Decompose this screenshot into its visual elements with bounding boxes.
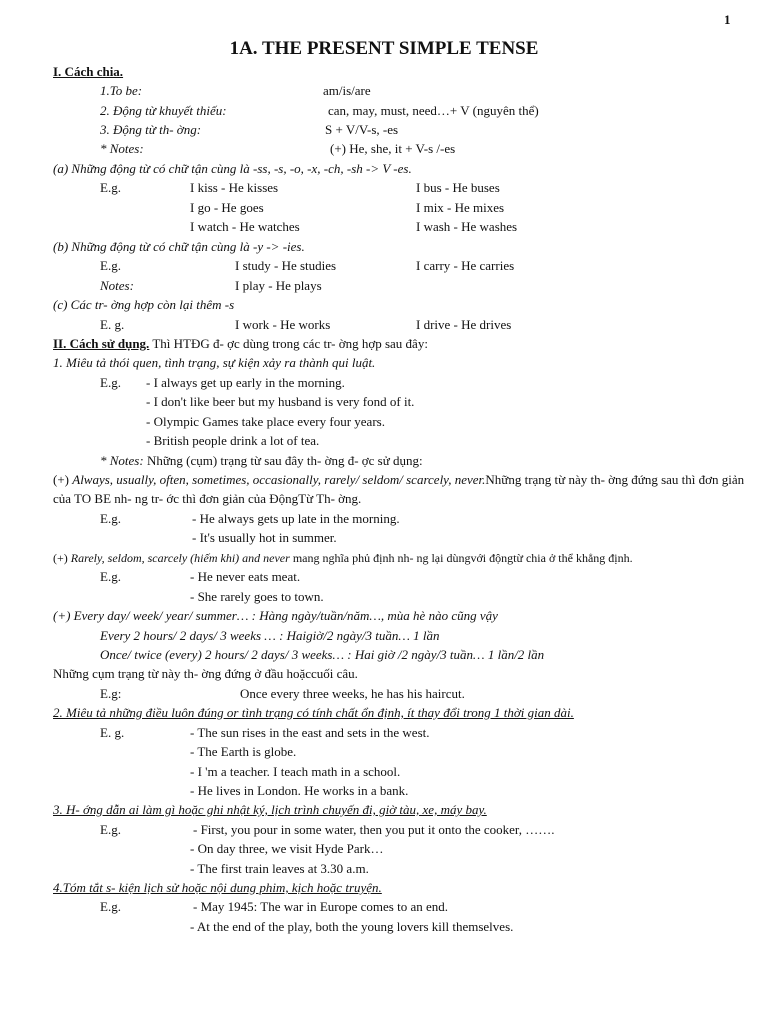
a-row-1 [0, 178, 768, 198]
a-row-2 [0, 198, 768, 218]
rule-a-line [0, 159, 768, 179]
section-2-heading-wrap [53, 334, 428, 354]
negative-example-line [0, 587, 768, 607]
eg-label: E.g. [100, 511, 121, 526]
b-notes-label: Notes: [100, 278, 134, 293]
eg-label: E.g. [100, 258, 121, 273]
use-4-example-line [0, 897, 768, 917]
regular-line [0, 120, 768, 140]
use-2-example: - The Earth is globe. [190, 744, 297, 759]
eg-label: E.g. [100, 569, 121, 584]
adverb-notes-text: Những (cụm) trạng từ sau đây th- ờng đ- ợc sử dụng: [143, 453, 423, 468]
section-1-heading-line [0, 62, 768, 82]
use-4-line [0, 878, 768, 898]
use-2-heading: 2. Miêu tả những điều luôn đúng or tình trạng có tính chất ổn định, ít thay đổi trong 1 thời gian dài. [53, 705, 574, 720]
rule-b: (b) Những động từ có chữ tận cùng là -y -> -ies. [53, 239, 305, 254]
use-3-example-line [0, 820, 768, 840]
adverb-notes-label: * Notes: [100, 453, 144, 468]
adverb-notes [100, 451, 423, 471]
eg-label: E. g. [100, 725, 125, 740]
use-3-example-line [0, 859, 768, 879]
rule-b-line [0, 237, 768, 257]
notes-value: (+) He, she, it + V-s /-es [330, 141, 456, 156]
negative-text: mang nghĩa phủ định nh- ng lại dùngvới độngtừ chia ở thể khẳng định. [289, 551, 633, 565]
a-example-left: I kiss - He kisses [190, 180, 279, 195]
b-notes-value: I play - He plays [235, 278, 322, 293]
c-example-right: I drive - He drives [416, 317, 512, 332]
rule-c-line [0, 295, 768, 315]
use-2-example-line [0, 723, 768, 743]
adverbs-explanation: Những trạng từ này th- ờng đứng sau thì đơn giản của TO BE nh- ng tr- ớc thì đơn giản của ĐộngTừ Th- ờng. [53, 472, 745, 506]
phrase-position: Những cụm trạng từ này th- ờng đứng ở đầu hoặccuối câu. [53, 666, 358, 681]
use-4-example-line [0, 917, 768, 937]
use-1-example: - I don't like beer but my husband is very fond of it. [146, 394, 415, 409]
time-phrase-2: Every 2 hours/ 2 days/ 3 weeks … : Haigiờ/2 ngày/3 tuần… 1 lần [100, 628, 440, 643]
use-3-example-line [0, 839, 768, 859]
time-phrase-2-line [0, 626, 768, 646]
c-row [0, 315, 768, 335]
modal-label: 2. Động từ khuyết thiếu: [100, 103, 227, 118]
eg-label: E.g. [100, 899, 121, 914]
use-3-line [0, 800, 768, 820]
eg-label: E.g: [100, 686, 122, 701]
negative-list: Rarely, seldom, scarcely (hiếm khi) and never [70, 551, 290, 565]
use-1-example: - I always get up early in the morning. [146, 375, 345, 390]
use-1-example-line [0, 431, 768, 451]
modal-value: can, may, must, need…+ V (nguyên thể) [328, 103, 539, 118]
use-2-example: - He lives in London. He works in a bank. [190, 783, 409, 798]
to-be-line [0, 81, 768, 101]
negative-prefix: (+) [53, 551, 71, 565]
adverb-notes-line [0, 451, 768, 471]
notes-label: * Notes: [100, 141, 144, 156]
use-4-heading: 4.Tóm tắt s- kiện lịch sử hoặc nội dung phim, kịch hoặc truyện. [53, 880, 382, 895]
adverb-example: - It's usually hot in summer. [192, 530, 337, 545]
use-2-example-line [0, 742, 768, 762]
time-phrase-3-line [0, 645, 768, 665]
phrase-position-line [0, 664, 768, 684]
section-2-heading-line [0, 334, 768, 354]
a-example-right: I wash - He washes [416, 219, 518, 234]
rule-a: (a) Những động từ có chữ tận cùng là -ss, -s, -o, -x, -ch, -sh -> V -es. [53, 161, 412, 176]
c-example-left: I work - He works [235, 317, 331, 332]
use-2-example-line [0, 781, 768, 801]
adverbs-list: Always, usually, often, sometimes, occasionally, rarely/ seldom/ scarcely, never. [72, 472, 486, 487]
b-notes-line [0, 276, 768, 296]
rule-c: (c) Các tr- ờng hợp còn lại thêm -s [53, 297, 235, 312]
section-2-heading-rest: Thì HTĐG đ- ợc dùng trong các tr- ờng hợp sau đây: [149, 336, 428, 351]
eg-label: E. g. [100, 317, 125, 332]
use-1-example-line [0, 373, 768, 393]
b-row-1 [0, 256, 768, 276]
to-be-label: 1.To be: [100, 83, 143, 98]
use-2-example-line [0, 762, 768, 782]
negative-adverbs-line [0, 548, 768, 568]
adverb-example: - He always gets up late in the morning. [192, 511, 400, 526]
time-phrase-3: Once/ twice (every) 2 hours/ 2 days/ 3 weeks… : Hai giờ /2 ngày/3 tuần… 1 lần/2 lần [100, 647, 545, 662]
a-example-right: I mix - He mixes [416, 200, 505, 215]
eg-label: E.g. [100, 375, 121, 390]
eg-label: E.g. [100, 180, 121, 195]
negative-example: - She rarely goes to town. [190, 589, 324, 604]
eg-label: E.g. [100, 822, 121, 837]
use-1-example: - Olympic Games take place every four years. [146, 414, 385, 429]
use-3-example: - On day three, we visit Hyde Park… [190, 841, 384, 856]
negative-example: - He never eats meat. [190, 569, 301, 584]
regular-value: S + V/V-s, -es [325, 122, 399, 137]
to-be-value: am/is/are [323, 83, 371, 98]
use-1-example-line [0, 392, 768, 412]
use-2-example: - I 'm a teacher. I teach math in a school. [190, 764, 401, 779]
adverbs-paragraph [53, 470, 763, 508]
use-1-example-line [0, 412, 768, 432]
modal-line [0, 101, 768, 121]
use-4-example: - May 1945: The war in Europe comes to an end. [193, 899, 448, 914]
use-2-example: - The sun rises in the east and sets in the west. [190, 725, 430, 740]
use-3-example: - First, you pour in some water, then you put it onto the cooker, ……. [193, 822, 555, 837]
use-4-example: - At the end of the play, both the young lovers kill themselves. [190, 919, 514, 934]
use-1-line [0, 353, 768, 373]
time-phrase-1-line [0, 606, 768, 626]
adverb-example-line [0, 509, 768, 529]
b-example-right: I carry - He carries [416, 258, 515, 273]
section-1-heading: I. Cách chia. [53, 64, 124, 79]
page-title: 1A. THE PRESENT SIMPLE TENSE [229, 38, 539, 59]
adverb-example-line [0, 528, 768, 548]
negative-adverbs [53, 548, 633, 568]
adverbs-prefix: (+) [53, 472, 73, 487]
a-row-3 [0, 217, 768, 237]
a-example-right: I bus - He buses [416, 180, 500, 195]
b-example-left: I study - He studies [235, 258, 337, 273]
page-number: 1 [724, 12, 731, 27]
use-3-heading: 3. H- ớng dẫn ai làm gì hoặc ghi nhật ký, lịch trình chuyến đi, giờ tàu, xe, máy bay. [53, 802, 487, 817]
section-2-heading: II. Cách sử dụng. [53, 336, 150, 351]
regular-label: 3. Động từ th- ờng: [100, 122, 202, 137]
time-phrase-1: (+) Every day/ week/ year/ summer… : Hàng ngày/tuần/năm…, mùa hè nào cũng vậy [53, 608, 498, 623]
a-example-left: I go - He goes [190, 200, 264, 215]
notes-line [0, 139, 768, 159]
use-2-line [0, 703, 768, 723]
phrase-example: Once every three weeks, he has his haircut. [240, 686, 465, 701]
use-1-heading: 1. Miêu tả thói quen, tình trạng, sự kiện xảy ra thành qui luật. [53, 355, 376, 370]
negative-example-line [0, 567, 768, 587]
use-1-example: - British people drink a lot of tea. [146, 433, 320, 448]
phrase-example-line [0, 684, 768, 704]
use-3-example: - The first train leaves at 3.30 a.m. [190, 861, 369, 876]
a-example-left: I watch - He watches [190, 219, 300, 234]
